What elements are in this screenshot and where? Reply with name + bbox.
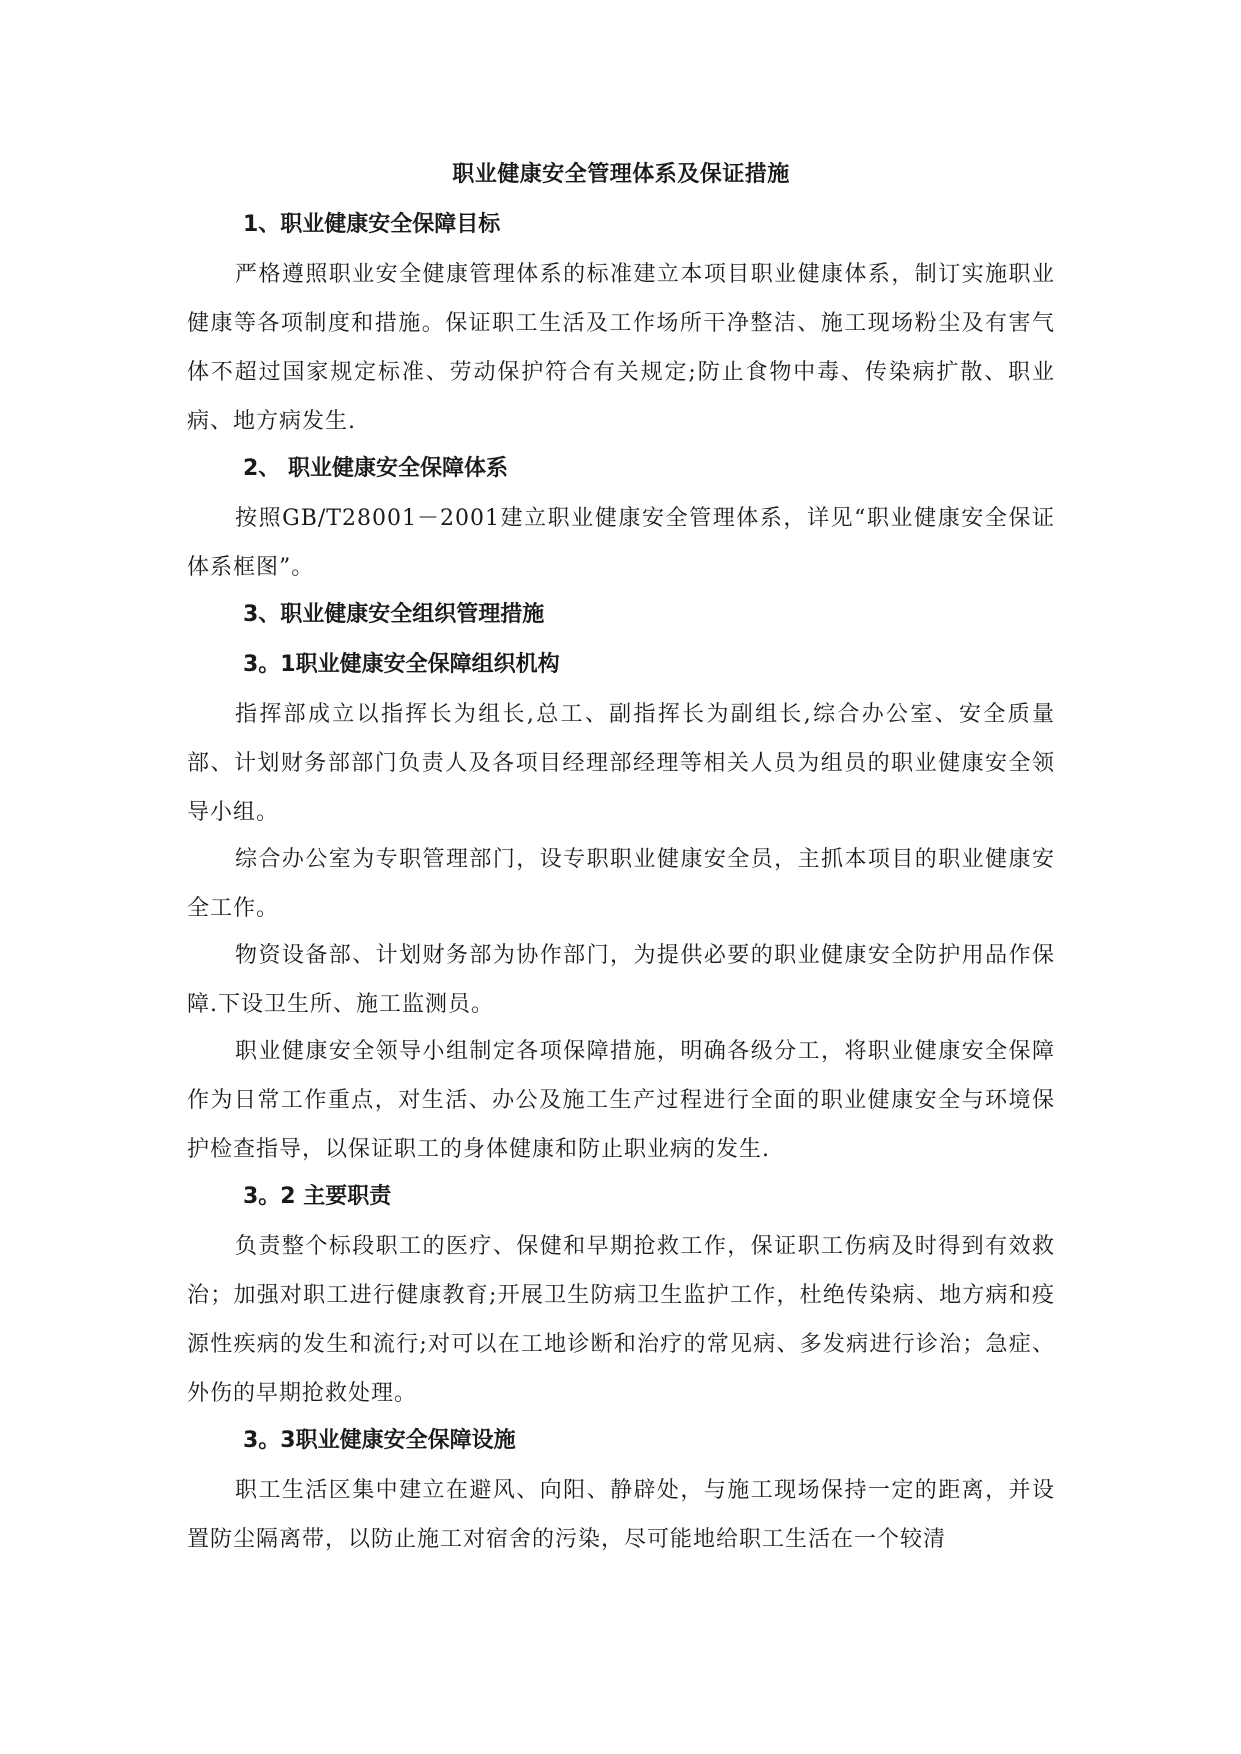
paragraph: 按照GB/T28001－2001建立职业健康安全管理体系，详见“职业健康安全保证体系框图”。 bbox=[187, 506, 1055, 580]
paragraph: 职工生活区集中建立在避风、向阳、静辟处，与施工现场保持一定的距离，并设置防尘隔离带，以防止施工对宿舍的污染，尽可能地给职工生活在一个较清 bbox=[187, 1478, 1055, 1552]
section-heading: 1、职业健康安全保障目标 bbox=[243, 212, 501, 237]
paragraph: 负责整个标段职工的医疗、保健和早期抢救工作，保证职工伤病及时得到有效救治；加强对职工进行健康教育;开展卫生防病卫生监护工作，杜绝传染病、地方病和疫源性疾病的发生和流行;对可以在工地诊断和治疗的常见病、多发病进行诊治；急症、外伤的早期抢救处理。 bbox=[187, 1234, 1055, 1406]
subsection-heading: 3。1职业健康安全保障组织机构 bbox=[243, 652, 560, 677]
paragraph: 指挥部成立以指挥长为组长,总工、副指挥长为副组长,综合办公室、安全质量部、计划财务部部门负责人及各项目经理部经理等相关人员为组员的职业健康安全领导小组。 bbox=[187, 702, 1055, 825]
section-heading: 2、 职业健康安全保障体系 bbox=[243, 456, 508, 481]
paragraph: 严格遵照职业安全健康管理体系的标准建立本项目职业健康体系，制订实施职业健康等各项制度和措施。保证职工生活及工作场所干净整洁、施工现场粉尘及有害气体不超过国家规定标准、劳动保护符合有关规定;防止食物中毒、传染病扩散、职业病、地方病发生. bbox=[187, 262, 1055, 434]
subsection-heading: 3。2 主要职责 bbox=[243, 1184, 392, 1209]
paragraph: 物资设备部、计划财务部为协作部门，为提供必要的职业健康安全防护用品作保障.下设卫生所、施工监测员。 bbox=[187, 943, 1055, 1017]
document-body bbox=[187, 160, 1055, 1572]
paragraph: 职业健康安全领导小组制定各项保障措施，明确各级分工，将职业健康安全保障作为日常工作重点，对生活、办公及施工生产过程进行全面的职业健康安全与环境保护检查指导，以保证职工的身体健康和防止职业病的发生. bbox=[187, 1039, 1055, 1162]
paragraph: 综合办公室为专职管理部门，设专职职业健康安全员，主抓本项目的职业健康安全工作。 bbox=[187, 847, 1055, 921]
section-heading: 3、职业健康安全组织管理措施 bbox=[243, 602, 545, 627]
document-title: 职业健康安全管理体系及保证措施 bbox=[452, 162, 790, 187]
subsection-heading: 3。3职业健康安全保障设施 bbox=[243, 1428, 516, 1453]
